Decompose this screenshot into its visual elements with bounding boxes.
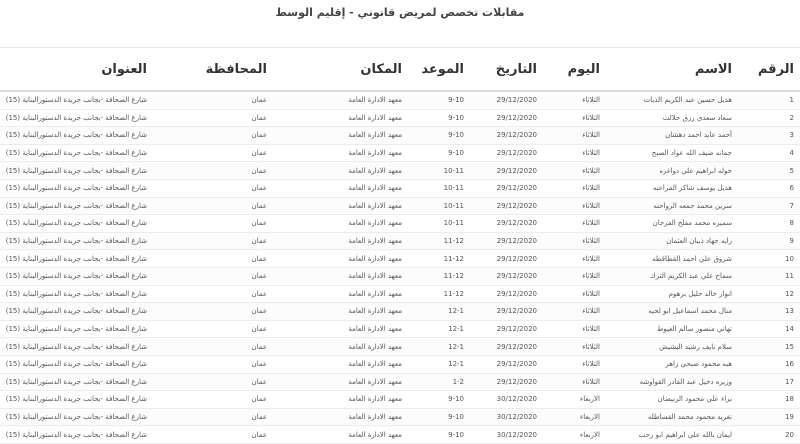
cell-num: 9 [738, 232, 800, 250]
cell-name: ايمان بالله علي ابراهيم ابو رحب [606, 426, 738, 444]
cell-governorate: عمان [153, 144, 273, 162]
cell-num: 3 [738, 127, 800, 145]
cell-place: معهد الادارة العامة [273, 267, 408, 285]
cell-place: معهد الادارة العامة [273, 338, 408, 356]
cell-address: شارع الصحافة -بجانب جريدة الدستورالبناية (15) [0, 215, 153, 233]
cell-day: الثلاثاء [543, 109, 606, 127]
cell-date: 30/12/2020 [470, 426, 543, 444]
header-name: الاسم [606, 48, 738, 92]
cell-place: معهد الادارة العامة [273, 303, 408, 321]
cell-name: سلام نايف رشيد البشيش [606, 338, 738, 356]
cell-place: معهد الادارة العامة [273, 285, 408, 303]
cell-num: 15 [738, 338, 800, 356]
cell-day: الثلاثاء [543, 250, 606, 268]
cell-address: شارع الصحافة -بجانب جريدة الدستورالبناية (15) [0, 391, 153, 409]
cell-place: معهد الادارة العامة [273, 144, 408, 162]
cell-time: 11-12 [408, 267, 470, 285]
cell-governorate: عمان [153, 320, 273, 338]
cell-place: معهد الادارة العامة [273, 355, 408, 373]
cell-address: شارع الصحافة -بجانب جريدة الدستورالبناية (15) [0, 426, 153, 444]
cell-num: 19 [738, 408, 800, 426]
cell-name: تغريد محمود محمد القساطله [606, 408, 738, 426]
cell-place: معهد الادارة العامة [273, 250, 408, 268]
cell-date: 29/12/2020 [470, 303, 543, 321]
cell-num: 20 [738, 426, 800, 444]
cell-name: سماح علي عبد الكريم الترك [606, 267, 738, 285]
cell-governorate: عمان [153, 303, 273, 321]
cell-address: شارع الصحافة -بجانب جريدة الدستورالبناية (15) [0, 320, 153, 338]
cell-address: شارع الصحافة -بجانب جريدة الدستورالبناية (15) [0, 162, 153, 180]
cell-date: 29/12/2020 [470, 91, 543, 109]
cell-date: 30/12/2020 [470, 408, 543, 426]
cell-name: وزيره دخيل عبد القادر القواوشه [606, 373, 738, 391]
table-row [0, 162, 800, 180]
cell-governorate: عمان [153, 215, 273, 233]
cell-governorate: عمان [153, 162, 273, 180]
cell-place: معهد الادارة العامة [273, 91, 408, 109]
table-row [0, 250, 800, 268]
cell-date: 29/12/2020 [470, 179, 543, 197]
interview-schedule-table [0, 47, 800, 444]
cell-day: الثلاثاء [543, 232, 606, 250]
table-row [0, 355, 800, 373]
cell-num: 12 [738, 285, 800, 303]
cell-name: سرين محمد جمعه الرواحنه [606, 197, 738, 215]
cell-name: براء علي محمود الربيضان [606, 391, 738, 409]
cell-place: معهد الادارة العامة [273, 127, 408, 145]
table-row [0, 179, 800, 197]
cell-num: 13 [738, 303, 800, 321]
cell-place: معهد الادارة العامة [273, 232, 408, 250]
header-time: الموعد [408, 48, 470, 92]
cell-name: سعاد سعدي رزق حلالت [606, 109, 738, 127]
cell-place: معهد الادارة العامة [273, 162, 408, 180]
cell-day: الثلاثاء [543, 373, 606, 391]
cell-place: معهد الادارة العامة [273, 408, 408, 426]
cell-date: 29/12/2020 [470, 215, 543, 233]
cell-day: الثلاثاء [543, 179, 606, 197]
cell-day: الثلاثاء [543, 144, 606, 162]
cell-place: معهد الادارة العامة [273, 197, 408, 215]
cell-name: هديل حسين عبد الكريم الذيات [606, 91, 738, 109]
cell-address: شارع الصحافة -بجانب جريدة الدستورالبناية (15) [0, 250, 153, 268]
cell-governorate: عمان [153, 373, 273, 391]
table-row [0, 373, 800, 391]
cell-num: 10 [738, 250, 800, 268]
cell-num: 7 [738, 197, 800, 215]
cell-governorate: عمان [153, 355, 273, 373]
cell-name: منال محمد اسماعيل ابو لحيه [606, 303, 738, 321]
cell-name: خوله ابراهيم علي دواغره [606, 162, 738, 180]
cell-address: شارع الصحافة -بجانب جريدة الدستورالبناية (15) [0, 408, 153, 426]
cell-address: شارع الصحافة -بجانب جريدة الدستورالبناية (15) [0, 338, 153, 356]
cell-name: سميره محمد مفلح الفرحان [606, 215, 738, 233]
cell-time: 10-11 [408, 162, 470, 180]
header-address: العنوان [0, 48, 153, 92]
cell-date: 29/12/2020 [470, 109, 543, 127]
cell-name: تهاني منصور سالم الغيوط [606, 320, 738, 338]
cell-date: 29/12/2020 [470, 127, 543, 145]
table-body [0, 91, 800, 443]
table-row [0, 91, 800, 109]
cell-time: 9-10 [408, 91, 470, 109]
cell-place: معهد الادارة العامة [273, 320, 408, 338]
table-row [0, 232, 800, 250]
cell-time: 12-1 [408, 338, 470, 356]
cell-date: 30/12/2020 [470, 391, 543, 409]
cell-place: معهد الادارة العامة [273, 109, 408, 127]
cell-time: 10-11 [408, 197, 470, 215]
cell-num: 11 [738, 267, 800, 285]
cell-name: هديل يوسف شاكر المراعبه [606, 179, 738, 197]
cell-time: 9-10 [408, 109, 470, 127]
cell-day: الثلاثاء [543, 197, 606, 215]
cell-day: الثلاثاء [543, 355, 606, 373]
cell-date: 29/12/2020 [470, 285, 543, 303]
cell-governorate: عمان [153, 91, 273, 109]
cell-day: الاربعاء [543, 391, 606, 409]
cell-address: شارع الصحافة -بجانب جريدة الدستورالبناية (15) [0, 109, 153, 127]
table-row [0, 109, 800, 127]
cell-num: 14 [738, 320, 800, 338]
cell-address: شارع الصحافة -بجانب جريدة الدستورالبناية (15) [0, 197, 153, 215]
header-governorate: المحافظة [153, 48, 273, 92]
cell-time: 12-1 [408, 355, 470, 373]
cell-date: 29/12/2020 [470, 144, 543, 162]
cell-num: 6 [738, 179, 800, 197]
cell-day: الثلاثاء [543, 303, 606, 321]
cell-time: 12-1 [408, 320, 470, 338]
cell-address: شارع الصحافة -بجانب جريدة الدستورالبناية (15) [0, 355, 153, 373]
cell-governorate: عمان [153, 232, 273, 250]
cell-time: 11-12 [408, 250, 470, 268]
cell-place: معهد الادارة العامة [273, 391, 408, 409]
page-title: مقابلات تخصص لمريض قانوني - إقليم الوسط [275, 6, 525, 19]
cell-address: شارع الصحافة -بجانب جريدة الدستورالبناية (15) [0, 91, 153, 109]
table-row [0, 391, 800, 409]
cell-time: 9-10 [408, 426, 470, 444]
cell-governorate: عمان [153, 391, 273, 409]
cell-name: أحمد عايد احمد دهشان [606, 127, 738, 145]
table-row [0, 338, 800, 356]
cell-governorate: عمان [153, 109, 273, 127]
cell-governorate: عمان [153, 127, 273, 145]
cell-num: 18 [738, 391, 800, 409]
cell-name: هبه محمود صبحي زاهر [606, 355, 738, 373]
cell-day: الاربعاء [543, 426, 606, 444]
cell-day: الثلاثاء [543, 285, 606, 303]
cell-time: 9-10 [408, 127, 470, 145]
cell-day: الثلاثاء [543, 127, 606, 145]
cell-num: 8 [738, 215, 800, 233]
cell-governorate: عمان [153, 408, 273, 426]
table-row [0, 303, 800, 321]
cell-date: 29/12/2020 [470, 373, 543, 391]
cell-governorate: عمان [153, 267, 273, 285]
cell-address: شارع الصحافة -بجانب جريدة الدستورالبناية (15) [0, 303, 153, 321]
cell-place: معهد الادارة العامة [273, 215, 408, 233]
cell-place: معهد الادارة العامة [273, 373, 408, 391]
cell-time: 10-11 [408, 215, 470, 233]
header-place: المكان [273, 48, 408, 92]
cell-day: الثلاثاء [543, 162, 606, 180]
cell-governorate: عمان [153, 250, 273, 268]
table-row [0, 215, 800, 233]
cell-num: 16 [738, 355, 800, 373]
cell-governorate: عمان [153, 338, 273, 356]
cell-day: الاربعاء [543, 408, 606, 426]
cell-place: معهد الادارة العامة [273, 426, 408, 444]
cell-num: 5 [738, 162, 800, 180]
table-row [0, 285, 800, 303]
table-row [0, 320, 800, 338]
cell-address: شارع الصحافة -بجانب جريدة الدستورالبناية (15) [0, 179, 153, 197]
cell-time: 1-2 [408, 373, 470, 391]
header-row [0, 48, 800, 92]
cell-address: شارع الصحافة -بجانب جريدة الدستورالبناية (15) [0, 144, 153, 162]
cell-num: 17 [738, 373, 800, 391]
cell-address: شارع الصحافة -بجانب جريدة الدستورالبناية (15) [0, 373, 153, 391]
cell-date: 29/12/2020 [470, 197, 543, 215]
cell-day: الثلاثاء [543, 267, 606, 285]
cell-date: 29/12/2020 [470, 232, 543, 250]
table-row [0, 426, 800, 444]
cell-name: رايه جهاد ذيبان العثمان [606, 232, 738, 250]
cell-governorate: عمان [153, 285, 273, 303]
cell-time: 9-10 [408, 391, 470, 409]
cell-address: شارع الصحافة -بجانب جريدة الدستورالبناية (15) [0, 127, 153, 145]
cell-time: 9-10 [408, 408, 470, 426]
cell-governorate: عمان [153, 179, 273, 197]
cell-governorate: عمان [153, 197, 273, 215]
cell-day: الثلاثاء [543, 338, 606, 356]
cell-num: 4 [738, 144, 800, 162]
cell-num: 1 [738, 91, 800, 109]
cell-name: انوار خالد خليل برهوم [606, 285, 738, 303]
header-date: التاريخ [470, 48, 543, 92]
table-row [0, 267, 800, 285]
cell-day: الثلاثاء [543, 320, 606, 338]
cell-time: 11-12 [408, 232, 470, 250]
cell-num: 2 [738, 109, 800, 127]
cell-date: 29/12/2020 [470, 267, 543, 285]
cell-date: 29/12/2020 [470, 250, 543, 268]
cell-address: شارع الصحافة -بجانب جريدة الدستورالبناية (15) [0, 285, 153, 303]
cell-governorate: عمان [153, 426, 273, 444]
cell-place: معهد الادارة العامة [273, 179, 408, 197]
table-row [0, 408, 800, 426]
header-num: الرقم [738, 48, 800, 92]
cell-time: 12-1 [408, 303, 470, 321]
cell-name: شروق علي احمد القطاقطه [606, 250, 738, 268]
cell-address: شارع الصحافة -بجانب جريدة الدستورالبناية (15) [0, 267, 153, 285]
cell-date: 29/12/2020 [470, 162, 543, 180]
cell-time: 11-12 [408, 285, 470, 303]
cell-name: جمانه ضيف الله عواد الصبح [606, 144, 738, 162]
table-row [0, 127, 800, 145]
cell-date: 29/12/2020 [470, 320, 543, 338]
cell-day: الثلاثاء [543, 91, 606, 109]
cell-date: 29/12/2020 [470, 338, 543, 356]
cell-time: 9-10 [408, 144, 470, 162]
table-row [0, 197, 800, 215]
cell-day: الثلاثاء [543, 215, 606, 233]
table-row [0, 144, 800, 162]
cell-address: شارع الصحافة -بجانب جريدة الدستورالبناية (15) [0, 232, 153, 250]
cell-time: 10-11 [408, 179, 470, 197]
cell-date: 29/12/2020 [470, 355, 543, 373]
header-day: اليوم [543, 48, 606, 92]
